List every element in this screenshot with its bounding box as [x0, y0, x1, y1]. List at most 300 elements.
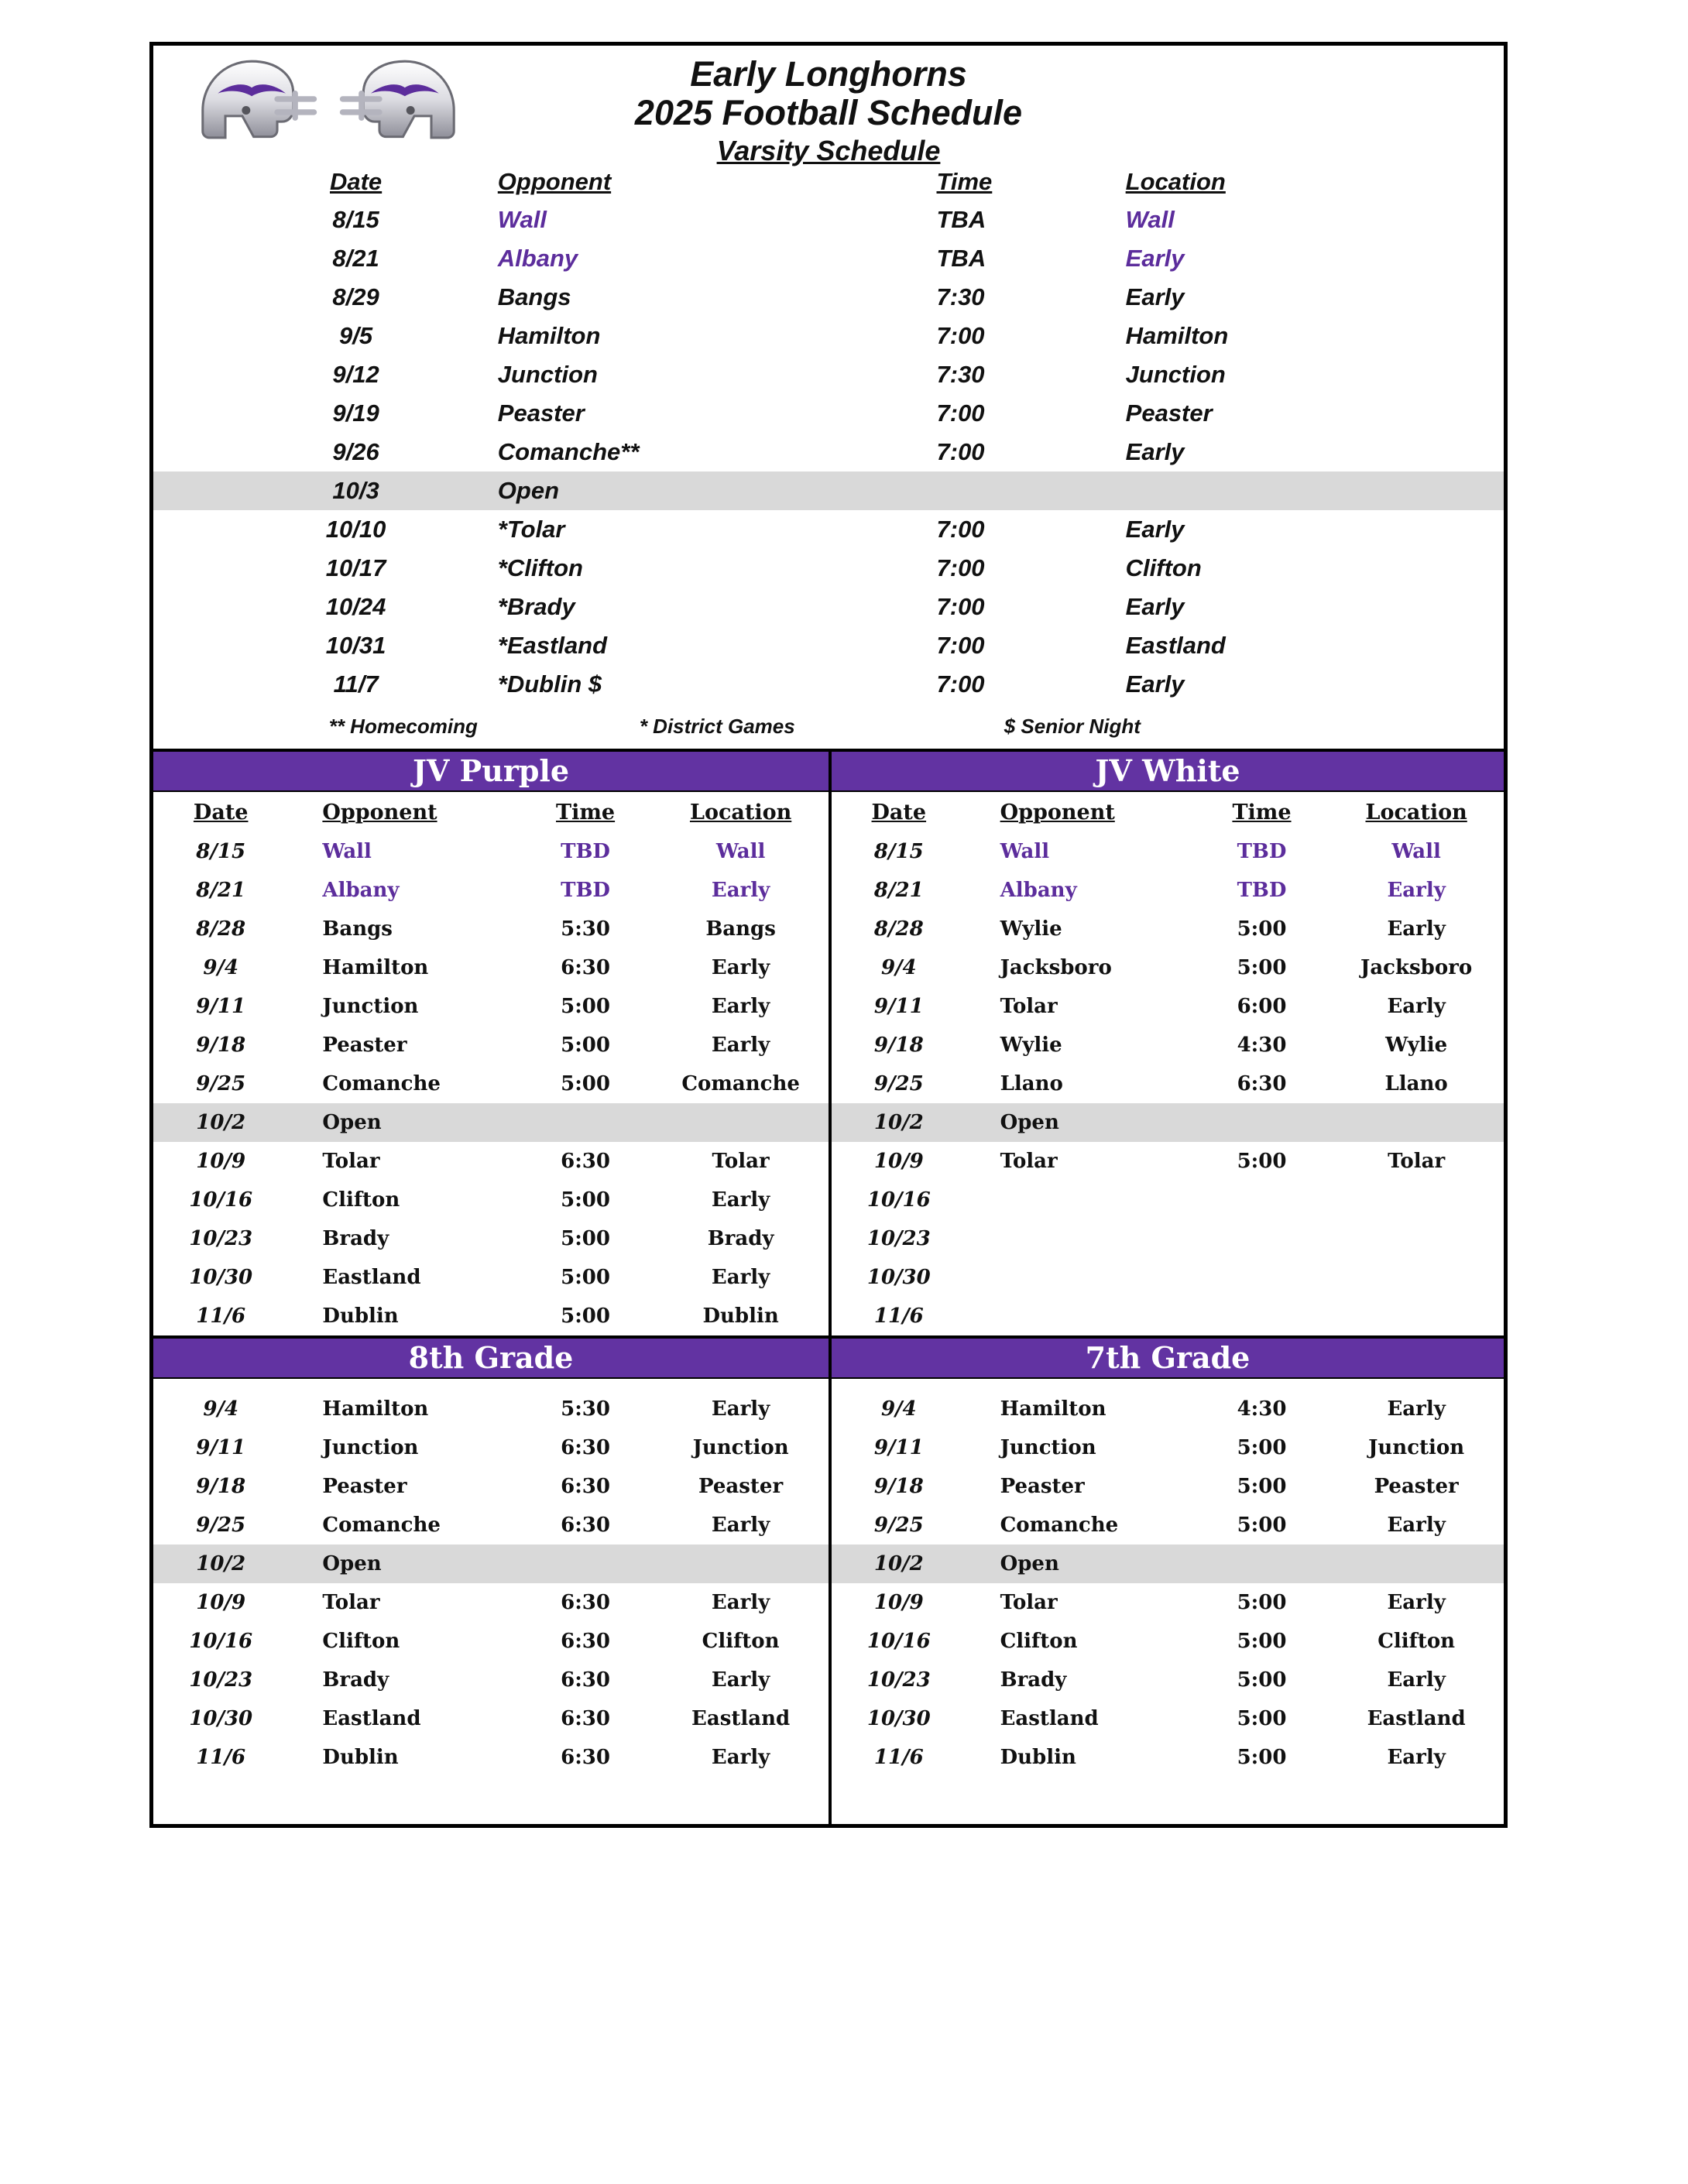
- date-cell: 9/4: [203, 956, 239, 979]
- opponent-cell: Tolar: [1000, 1150, 1058, 1173]
- time-cell: 5:00: [561, 1266, 610, 1289]
- grade-7-game-row: [832, 1699, 1504, 1738]
- opponent-cell: Wall: [497, 206, 547, 233]
- date-cell: 8/15: [332, 206, 379, 233]
- location-cell: Eastland: [1367, 1707, 1466, 1730]
- time-cell: 5:00: [1237, 956, 1287, 979]
- date-cell: 9/12: [332, 361, 379, 388]
- jv-purple-game-row: [153, 1142, 829, 1181]
- time-cell: 7:30: [936, 361, 985, 388]
- date-cell: 9/4: [203, 1397, 239, 1421]
- date-cell: 10/9: [873, 1591, 924, 1614]
- grade-8-table: [153, 1379, 829, 1777]
- location-cell: Early: [1125, 516, 1185, 543]
- opponent-cell: Junction: [322, 1436, 419, 1459]
- location-cell: Comanche: [681, 1072, 800, 1095]
- footnote-district-games: * District Games: [639, 714, 795, 738]
- varsity-game-row: [153, 665, 1504, 704]
- opponent-cell: Comanche**: [497, 438, 640, 465]
- date-cell: 8/15: [196, 840, 246, 863]
- grade-8-game-row: [153, 1545, 829, 1583]
- time-cell: 7:00: [936, 438, 985, 465]
- date-cell: 8/15: [873, 840, 924, 863]
- location-cell: Junction: [1368, 1436, 1465, 1459]
- date-cell: 11/7: [333, 670, 379, 698]
- time-cell: 5:00: [1237, 1514, 1287, 1537]
- location-cell: Tolar: [1388, 1150, 1446, 1173]
- location-cell: Early: [1387, 1668, 1446, 1692]
- opponent-cell: Clifton: [322, 1630, 400, 1653]
- time-cell: 5:00: [1237, 1668, 1287, 1692]
- opponent-cell: Open: [322, 1552, 382, 1575]
- location-cell: Early: [711, 1591, 770, 1614]
- jv-purple-header-row: [153, 792, 829, 832]
- date-cell: 10/23: [866, 1668, 931, 1692]
- opponent-cell: Dublin: [322, 1305, 399, 1328]
- time-cell: TBD: [561, 840, 610, 863]
- opponent-cell: Clifton: [322, 1188, 400, 1212]
- time-cell: 5:00: [1237, 1436, 1287, 1459]
- jv-white-game-row: [832, 1297, 1504, 1335]
- time-cell: 6:30: [561, 1150, 610, 1173]
- location-cell: Hamilton: [1125, 322, 1229, 349]
- time-cell: 6:30: [561, 956, 610, 979]
- jv-purple-game-row: [153, 1026, 829, 1065]
- location-cell: Clifton: [1125, 554, 1202, 581]
- jv-purple-section: [153, 752, 829, 1335]
- jv-purple-game-row: [153, 1103, 829, 1142]
- varsity-game-row: [153, 201, 1504, 239]
- opponent-cell: Albany: [322, 879, 400, 902]
- location-cell: Early: [711, 1746, 770, 1769]
- location-cell: Eastland: [691, 1707, 791, 1730]
- varsity-game-row: [153, 394, 1504, 433]
- varsity-footnotes: [153, 704, 1504, 749]
- time-cell: 5:00: [1237, 1591, 1287, 1614]
- col-header-location: Location: [1365, 800, 1467, 825]
- date-cell: 9/26: [332, 438, 379, 465]
- football-helmet-left-icon: [186, 52, 325, 156]
- opponent-cell: *Clifton: [497, 554, 583, 581]
- jv-white-game-row: [832, 871, 1504, 910]
- opponent-cell: Wylie: [1000, 1034, 1062, 1057]
- jv-white-game-row: [832, 1258, 1504, 1297]
- grade-7-game-row: [832, 1390, 1504, 1428]
- helmet-logos: [186, 52, 471, 156]
- col-header-time: Time: [556, 800, 616, 825]
- time-cell: 4:30: [1237, 1397, 1287, 1421]
- opponent-cell: *Eastland: [497, 632, 608, 659]
- time-cell: TBA: [936, 245, 986, 272]
- opponent-cell: Hamilton: [322, 956, 429, 979]
- jv-white-game-row: [832, 1181, 1504, 1219]
- opponent-cell: Albany: [497, 245, 578, 272]
- opponent-cell: *Dublin $: [497, 670, 602, 698]
- location-cell: Early: [711, 1034, 770, 1057]
- time-cell: 5:00: [1237, 1475, 1287, 1498]
- jv-purple-game-row: [153, 871, 829, 910]
- document-header: [153, 46, 1504, 166]
- date-cell: 10/10: [325, 516, 386, 543]
- location-cell: Bangs: [705, 917, 776, 941]
- varsity-section: [153, 163, 1504, 749]
- location-cell: Peaster: [698, 1475, 784, 1498]
- grade-8-game-row: [153, 1467, 829, 1506]
- varsity-game-row: [153, 588, 1504, 626]
- jv-purple-heading: JV Purple: [153, 752, 829, 792]
- time-cell: 7:00: [936, 593, 985, 620]
- time-cell: TBD: [1237, 879, 1287, 902]
- opponent-cell: Tolar: [1000, 1591, 1058, 1614]
- location-cell: Early: [1125, 670, 1185, 698]
- date-cell: 10/30: [866, 1266, 931, 1289]
- opponent-cell: Comanche: [1000, 1514, 1119, 1537]
- date-cell: 10/16: [189, 1188, 253, 1212]
- grade-7-game-row: [832, 1738, 1504, 1777]
- jv-purple-game-row: [153, 832, 829, 871]
- date-cell: 8/21: [873, 879, 924, 902]
- date-cell: 10/24: [325, 593, 386, 620]
- opponent-cell: Open: [497, 477, 560, 504]
- opponent-cell: Tolar: [322, 1591, 380, 1614]
- grade-7-table: [832, 1379, 1504, 1777]
- opponent-cell: Jacksboro: [1000, 956, 1112, 979]
- grade-7-game-row: [832, 1428, 1504, 1467]
- opponent-cell: Brady: [322, 1668, 389, 1692]
- date-cell: 10/16: [189, 1630, 253, 1653]
- time-cell: 7:00: [936, 516, 985, 543]
- date-cell: 9/5: [339, 322, 373, 349]
- date-cell: 8/28: [196, 917, 246, 941]
- time-cell: 5:00: [561, 1305, 610, 1328]
- location-cell: Early: [711, 1514, 770, 1537]
- time-cell: TBA: [936, 206, 986, 233]
- time-cell: 6:30: [561, 1668, 610, 1692]
- date-cell: 9/4: [880, 956, 917, 979]
- date-cell: 10/30: [189, 1266, 253, 1289]
- opponent-cell: Eastland: [322, 1266, 421, 1289]
- time-cell: 7:00: [936, 554, 985, 581]
- opponent-cell: Brady: [322, 1227, 389, 1250]
- varsity-table: [153, 201, 1504, 704]
- varsity-game-row: [153, 278, 1504, 317]
- opponent-cell: Brady: [1000, 1668, 1067, 1692]
- opponent-cell: Peaster: [497, 399, 585, 427]
- location-cell: Early: [711, 1397, 770, 1421]
- time-cell: 6:30: [561, 1436, 610, 1459]
- jv-purple-game-row: [153, 1065, 829, 1103]
- grade-8-game-row: [153, 1583, 829, 1622]
- time-cell: 5:30: [561, 1397, 610, 1421]
- grade-8-game-row: [153, 1738, 829, 1777]
- time-cell: 6:30: [561, 1630, 610, 1653]
- opponent-cell: Junction: [322, 995, 419, 1018]
- page-subtitle: 2025 Football Schedule: [634, 93, 1023, 133]
- location-cell: Tolar: [712, 1150, 770, 1173]
- date-cell: 9/11: [196, 995, 246, 1018]
- time-cell: 6:30: [1237, 1072, 1287, 1095]
- grade-7-game-row: [832, 1506, 1504, 1545]
- time-cell: 4:30: [1237, 1034, 1287, 1057]
- time-cell: 6:30: [561, 1591, 610, 1614]
- col-header-location: Location: [689, 800, 792, 825]
- footnote-homecoming: ** Homecoming: [328, 714, 478, 738]
- date-cell: 10/16: [866, 1630, 931, 1653]
- jv-white-game-row: [832, 1103, 1504, 1142]
- location-cell: Dublin: [702, 1305, 779, 1328]
- opponent-cell: Peaster: [322, 1475, 407, 1498]
- date-cell: 10/9: [873, 1150, 924, 1173]
- date-cell: 9/18: [873, 1475, 924, 1498]
- location-cell: Early: [1387, 879, 1446, 902]
- location-cell: Eastland: [1125, 632, 1226, 659]
- date-cell: 10/30: [866, 1707, 931, 1730]
- date-cell: 9/11: [873, 995, 924, 1018]
- opponent-cell: Eastland: [1000, 1707, 1099, 1730]
- location-cell: Wall: [715, 840, 766, 863]
- jv-white-game-row: [832, 948, 1504, 987]
- varsity-game-row: [153, 626, 1504, 665]
- opponent-cell: Tolar: [322, 1150, 380, 1173]
- varsity-col-header-opponent: Opponent: [497, 168, 612, 195]
- varsity-game-row: [153, 510, 1504, 549]
- date-cell: 10/9: [196, 1591, 246, 1614]
- opponent-cell: Junction: [1000, 1436, 1096, 1459]
- date-cell: 11/6: [196, 1746, 246, 1769]
- date-cell: 10/2: [196, 1111, 246, 1134]
- jv-purple-game-row: [153, 1181, 829, 1219]
- grade-7-section: [829, 1339, 1504, 1824]
- col-header-opponent: Opponent: [322, 800, 437, 825]
- date-cell: 10/3: [332, 477, 379, 504]
- varsity-schedule-heading: Varsity Schedule: [716, 134, 941, 166]
- varsity-game-row: [153, 433, 1504, 471]
- time-cell: 5:00: [561, 1072, 610, 1095]
- opponent-cell: Eastland: [322, 1707, 421, 1730]
- col-header-opponent: Opponent: [1000, 800, 1115, 825]
- location-cell: Brady: [707, 1227, 774, 1250]
- time-cell: 7:00: [936, 632, 985, 659]
- opponent-cell: *Brady: [497, 593, 575, 620]
- football-helmet-right-icon: [331, 52, 471, 156]
- date-cell: 11/6: [873, 1746, 924, 1769]
- location-cell: Early: [1125, 593, 1185, 620]
- jv-section: [153, 749, 1504, 1335]
- opponent-cell: Clifton: [1000, 1630, 1078, 1653]
- date-cell: 10/2: [196, 1552, 246, 1575]
- location-cell: Early: [711, 1668, 770, 1692]
- varsity-game-row: [153, 355, 1504, 394]
- time-cell: 5:00: [1237, 1150, 1287, 1173]
- date-cell: 8/28: [873, 917, 924, 941]
- date-cell: 8/21: [332, 245, 379, 272]
- date-cell: 11/6: [196, 1305, 246, 1328]
- jv-white-game-row: [832, 1142, 1504, 1181]
- jv-white-game-row: [832, 1219, 1504, 1258]
- location-cell: Early: [1387, 1746, 1446, 1769]
- grade-8-game-row: [153, 1506, 829, 1545]
- grade-8-game-row: [153, 1428, 829, 1467]
- date-cell: 10/23: [866, 1227, 931, 1250]
- grade-8-game-row: [153, 1661, 829, 1699]
- jv-white-heading: JV White: [832, 752, 1504, 792]
- jv-white-table: [832, 832, 1504, 1335]
- location-cell: Early: [711, 1266, 770, 1289]
- time-cell: 6:30: [561, 1707, 610, 1730]
- col-header-time: Time: [1232, 800, 1292, 825]
- grade-8-section: [153, 1339, 829, 1824]
- location-cell: Early: [1125, 245, 1185, 272]
- date-cell: 10/23: [189, 1227, 253, 1250]
- opponent-cell: Wall: [322, 840, 372, 863]
- time-cell: TBD: [1237, 840, 1287, 863]
- location-cell: Early: [711, 995, 770, 1018]
- date-cell: 10/17: [325, 554, 386, 581]
- location-cell: Early: [1387, 1591, 1446, 1614]
- date-cell: 9/25: [873, 1514, 924, 1537]
- location-cell: Early: [1387, 1514, 1446, 1537]
- opponent-cell: Open: [1000, 1552, 1059, 1575]
- time-cell: 6:00: [1237, 995, 1287, 1018]
- location-cell: Wylie: [1385, 1034, 1448, 1057]
- location-cell: Junction: [692, 1436, 789, 1459]
- location-cell: Jacksboro: [1360, 956, 1473, 979]
- location-cell: Early: [1387, 995, 1446, 1018]
- date-cell: 9/19: [332, 399, 379, 427]
- jv-white-game-row: [832, 832, 1504, 871]
- date-cell: 10/2: [873, 1111, 924, 1134]
- varsity-game-row: [153, 471, 1504, 510]
- varsity-game-row: [153, 549, 1504, 588]
- time-cell: 5:00: [561, 1034, 610, 1057]
- opponent-cell: Comanche: [322, 1072, 441, 1095]
- grade-7-game-row: [832, 1467, 1504, 1506]
- opponent-cell: Bangs: [497, 283, 571, 310]
- jv-purple-game-row: [153, 1258, 829, 1297]
- time-cell: 5:00: [1237, 1746, 1287, 1769]
- time-cell: TBD: [561, 879, 610, 902]
- time-cell: 6:30: [561, 1475, 610, 1498]
- time-cell: 7:00: [936, 670, 985, 698]
- jv-purple-table: [153, 832, 829, 1335]
- location-cell: Wall: [1391, 840, 1441, 863]
- jv-white-game-row: [832, 1026, 1504, 1065]
- date-cell: 11/6: [873, 1305, 924, 1328]
- time-cell: 5:00: [561, 1227, 610, 1250]
- date-cell: 9/11: [873, 1436, 924, 1459]
- opponent-cell: Junction: [497, 361, 598, 388]
- opponent-cell: Wall: [1000, 840, 1050, 863]
- jv-purple-game-row: [153, 948, 829, 987]
- location-cell: Early: [1387, 1397, 1446, 1421]
- time-cell: 5:00: [561, 1188, 610, 1212]
- jv-purple-game-row: [153, 1297, 829, 1335]
- varsity-game-row: [153, 239, 1504, 278]
- time-cell: 5:00: [1237, 917, 1287, 941]
- location-cell: Peaster: [1374, 1475, 1459, 1498]
- location-cell: Clifton: [1378, 1630, 1456, 1653]
- date-cell: 10/9: [196, 1150, 246, 1173]
- date-cell: 9/18: [873, 1034, 924, 1057]
- location-cell: Early: [1387, 917, 1446, 941]
- page-title: Early Longhorns: [690, 54, 967, 94]
- date-cell: 9/4: [880, 1397, 917, 1421]
- date-cell: 9/18: [196, 1475, 246, 1498]
- time-cell: 7:00: [936, 399, 985, 427]
- junior-high-section: [153, 1335, 1504, 1824]
- location-cell: Clifton: [702, 1630, 780, 1653]
- varsity-col-header-location: Location: [1125, 168, 1226, 195]
- date-cell: 9/25: [196, 1514, 246, 1537]
- location-cell: Early: [1125, 438, 1185, 465]
- jv-purple-game-row: [153, 910, 829, 948]
- location-cell: Llano: [1384, 1072, 1448, 1095]
- date-cell: 9/25: [196, 1072, 246, 1095]
- date-cell: 10/23: [189, 1668, 253, 1692]
- date-cell: 9/25: [873, 1072, 924, 1095]
- grade-7-heading: 7th Grade: [832, 1339, 1504, 1379]
- opponent-cell: Wylie: [1000, 917, 1062, 941]
- opponent-cell: *Tolar: [497, 516, 565, 543]
- schedule-sheet: [149, 42, 1508, 1828]
- col-header-date: Date: [193, 800, 249, 825]
- location-cell: Early: [711, 956, 770, 979]
- varsity-col-header-date: Date: [329, 168, 383, 195]
- date-cell: 8/29: [332, 283, 379, 310]
- jv-white-game-row: [832, 910, 1504, 948]
- location-cell: Junction: [1125, 361, 1226, 388]
- date-cell: 10/31: [325, 632, 386, 659]
- date-cell: 9/18: [196, 1034, 246, 1057]
- jv-white-section: [829, 752, 1504, 1335]
- opponent-cell: Tolar: [1000, 995, 1058, 1018]
- location-cell: Early: [711, 1188, 770, 1212]
- grade-8-game-row: [153, 1390, 829, 1428]
- opponent-cell: Llano: [1000, 1072, 1063, 1095]
- opponent-cell: Peaster: [322, 1034, 407, 1057]
- time-cell: 7:00: [936, 322, 985, 349]
- opponent-cell: Open: [1000, 1111, 1059, 1134]
- footnote-senior-night: $ Senior Night: [1004, 714, 1141, 738]
- location-cell: Early: [1125, 283, 1185, 310]
- time-cell: 5:30: [561, 917, 610, 941]
- jv-white-header-row: [832, 792, 1504, 832]
- jv-white-game-row: [832, 987, 1504, 1026]
- opponent-cell: Peaster: [1000, 1475, 1085, 1498]
- opponent-cell: Comanche: [322, 1514, 441, 1537]
- location-cell: Wall: [1125, 206, 1175, 233]
- col-header-date: Date: [871, 800, 927, 825]
- jv-purple-game-row: [153, 1219, 829, 1258]
- location-cell: Early: [711, 879, 770, 902]
- date-cell: 10/2: [873, 1552, 924, 1575]
- time-cell: 6:30: [561, 1746, 610, 1769]
- varsity-game-row: [153, 317, 1504, 355]
- time-cell: 5:00: [561, 995, 610, 1018]
- opponent-cell: Bangs: [322, 917, 393, 941]
- varsity-header-row: [153, 163, 1504, 201]
- opponent-cell: Dublin: [1000, 1746, 1076, 1769]
- grade-7-game-row: [832, 1583, 1504, 1622]
- opponent-cell: Albany: [1000, 879, 1077, 902]
- time-cell: 6:30: [561, 1514, 610, 1537]
- grade-7-game-row: [832, 1661, 1504, 1699]
- date-cell: 10/16: [866, 1188, 931, 1212]
- opponent-cell: Hamilton: [322, 1397, 429, 1421]
- time-cell: 5:00: [1237, 1707, 1287, 1730]
- jv-white-game-row: [832, 1065, 1504, 1103]
- varsity-col-header-time: Time: [936, 168, 993, 195]
